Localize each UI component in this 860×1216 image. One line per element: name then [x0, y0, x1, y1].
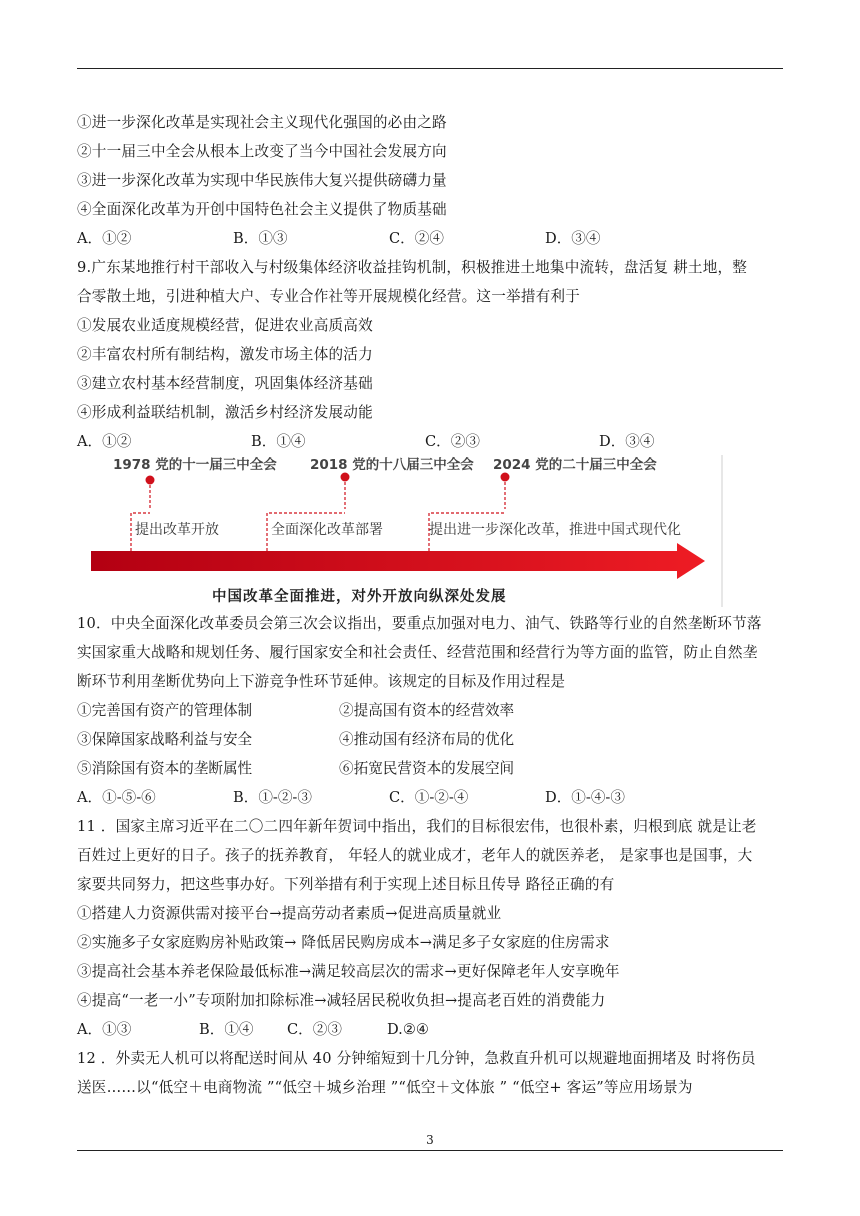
q9-stem-line-2: 合零散土地，引进种植大户、专业合作社等开展规模化经营。这一举措有利于 — [77, 288, 580, 305]
q10-option-5: ⑤消除国有资本的垄断属性 — [77, 760, 253, 777]
page-number: 3 — [426, 1133, 434, 1147]
event-marker-2024 — [501, 473, 510, 482]
event-marker-2018 — [341, 473, 350, 482]
event-box-2024: 提出进一步深化改革，推进中国式现代化 — [429, 522, 681, 538]
q11-stem-line-3: 家要共同努力，把这些事办好。下列举措有利于实现上述目标且传导 路径正确的有 — [77, 876, 615, 893]
q8-choice-d: D．③④ — [545, 230, 601, 247]
reform-timeline-figure — [77, 447, 727, 617]
q10-stem-line-3: 断环节利用垄断优势向上下游竞争性环节延伸。该规定的目标及作用过程是 — [77, 673, 566, 690]
q10-option-2: ②提高国有资本的经营效率 — [339, 702, 515, 719]
q9-choice-c: C．②③ — [425, 433, 480, 450]
q9-choice-a: A．①② — [77, 433, 132, 450]
q10-choice-d: D．①-④-③ — [545, 789, 625, 806]
timeline-caption: 中国改革全面推进，对外开放向纵深处发展 — [212, 588, 507, 605]
q8-option-1: ①进一步深化改革是实现社会主义现代化强国的必由之路 — [77, 114, 447, 131]
q9-choice-b: B．①④ — [251, 433, 306, 450]
q10-option-3: ③保障国家战略利益与安全 — [77, 731, 253, 748]
q9-stem-line-1: 9.广东某地推行村干部收入与村级集体经济收益挂钩机制，积极推进土地集中流转，盘活复 耕土地，整 — [77, 259, 748, 276]
q12-stem-line-1: 12 ．外卖无人机可以将配送时间从 40 分钟缩短到十几分钟，急救直升机可以规避地面拥堵及 时将伤员 — [77, 1050, 756, 1067]
q8-choice-a: A．①② — [77, 230, 132, 247]
q9-option-2: ②丰富农村所有制结构，激发市场主体的活力 — [77, 346, 373, 363]
q8-option-4: ④全面深化改革为开创中国特色社会主义提供了物质基础 — [77, 201, 447, 218]
q11-option-2: ②实施多子女家庭购房补贴政策→ 降低居民购房成本→满足多子女家庭的住房需求 — [77, 934, 610, 951]
q9-option-4: ④形成利益联结机制，激活乡村经济发展动能 — [77, 404, 373, 421]
event-label-2018: 2018 党的十八届三中全会 — [310, 457, 474, 473]
q10-choice-b: B．①-②-③ — [233, 789, 312, 806]
q11-stem-line-2: 百姓过上更好的日子。孩子的抚养教育， 年轻人的就业成才，老年人的就医养老， 是家事也是国事，大 — [77, 847, 753, 864]
event-marker-1978 — [146, 476, 155, 485]
q10-choice-a: A．①-⑤-⑥ — [77, 789, 156, 806]
q11-stem-line-1: 11 ．国家主席习近平在二〇二四年新年贺词中指出，我们的目标很宏伟，也很朴素，归根到底 就是让老 — [77, 818, 757, 835]
event-label-2024: 2024 党的二十届三中全会 — [493, 457, 657, 473]
q10-stem-line-2: 实国家重大战略和规划任务、履行国家安全和社会责任、经营范围和经营行为等方面的监管，防止自然垄 — [77, 644, 758, 661]
timeline-arrow — [91, 543, 705, 579]
q9-option-3: ③建立农村基本经营制度，巩固集体经济基础 — [77, 375, 373, 392]
q8-option-3: ③进一步深化改革为实现中华民族伟大复兴提供磅礴力量 — [77, 172, 447, 189]
q11-choice-b: B．①④ — [199, 1021, 254, 1038]
q10-option-4: ④推动国有经济布局的优化 — [339, 731, 515, 748]
q11-option-1: ①搭建人力资源供需对接平台→提高劳动者素质→促进高质量就业 — [77, 905, 502, 922]
q11-choice-a: A．①③ — [77, 1021, 132, 1038]
q8-option-2: ②十一届三中全会从根本上改变了当今中国社会发展方向 — [77, 143, 447, 160]
q10-option-6: ⑥拓宽民营资本的发展空间 — [339, 760, 515, 777]
event-box-1978: 提出改革开放 — [135, 522, 219, 538]
q8-choice-c: C．②④ — [389, 230, 444, 247]
q12-stem-line-2: 送医……以“低空＋电商物流 ”“低空＋城乡治理 ”“低空＋文体旅 ” “低空+ 客运”等应用场景为 — [77, 1079, 693, 1096]
q8-choice-b: B．①③ — [233, 230, 288, 247]
q10-choice-c: C．①-②-④ — [389, 789, 469, 806]
q11-option-3: ③提高社会基本养老保险最低标准→满足较高层次的需求→更好保障老年人安享晚年 — [77, 963, 620, 980]
q10-stem-line-1: 10．中央全面深化改革委员会第三次会议指出，要重点加强对电力、油气、铁路等行业的自然垄断环节落 — [77, 615, 762, 632]
event-box-2018: 全面深化改革部署 — [271, 522, 383, 538]
q11-choice-c: C．②③ — [287, 1021, 342, 1038]
q9-option-1: ①发展农业适度规模经营，促进农业高质高效 — [77, 317, 373, 334]
footer-rule — [77, 1150, 783, 1151]
q11-choice-d: D.②④ — [387, 1021, 429, 1038]
q9-choice-d: D．③④ — [599, 433, 655, 450]
q11-option-4: ④提高“一老一小”专项附加扣除标准→减轻居民税收负担→提高老百姓的消费能力 — [77, 992, 606, 1009]
header-rule — [77, 68, 783, 69]
event-label-1978: 1978 党的十一届三中全会 — [113, 457, 277, 473]
q10-option-1: ①完善国有资产的管理体制 — [77, 702, 253, 719]
